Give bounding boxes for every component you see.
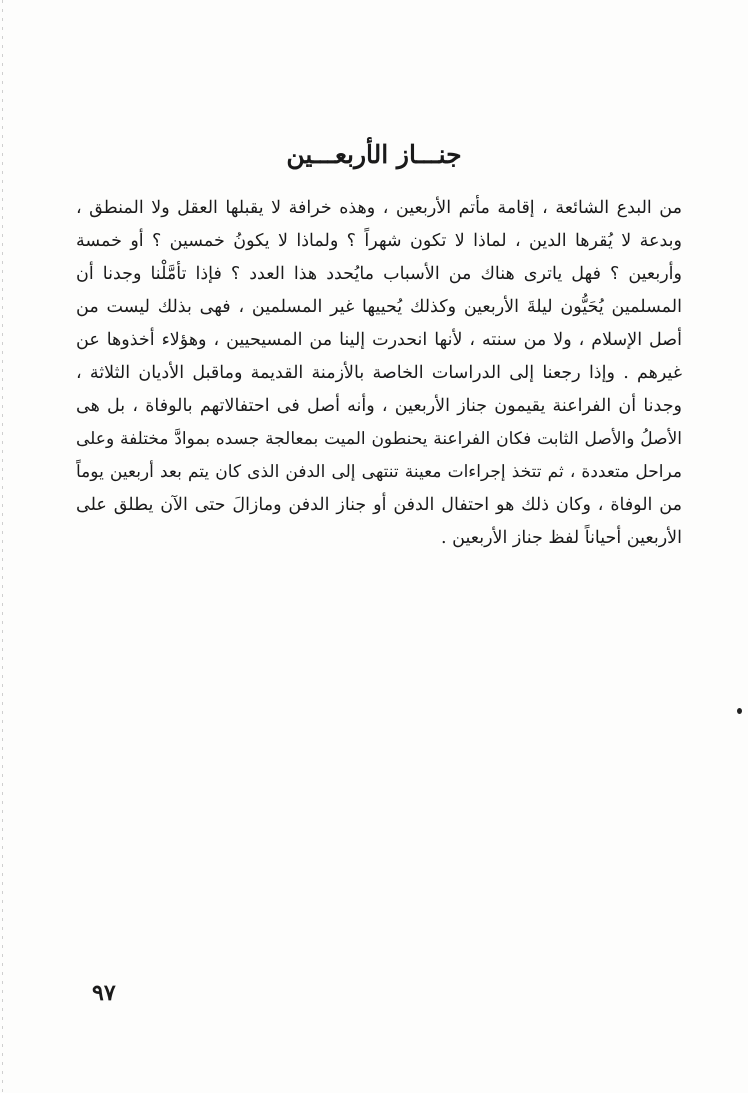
text-line-3: وأربعين ؟ فهل ياترى هناك من الأسباب مايُحدد هذا العدد ؟ فإذا تأمَّلْنا وجدنا أن (76, 264, 682, 284)
text-line-1: من البدع الشائعة ، إقامة مأتم الأربعين ، وهذه خرافة لا يقبلها العقل ولا المنطق ، (76, 198, 682, 218)
scan-speck (737, 708, 742, 714)
chapter-title: جنـــاز الأربعـــين (286, 140, 462, 169)
text-line-5: أصل الإسلام ، ولا من سنته ، لأنها انحدرت إلينا من المسيحيين ، وهؤلاء أخذوها عن (76, 330, 682, 350)
text-line-10: من الوفاة ، وكان ذلك هو احتفال الدفن أو جناز الدفن ومازالَ حتى الآن يطلق على (76, 495, 682, 515)
text-line-8: الأصلُ والأصل الثابت فكان الفراعنة يحنطون الميت بمعالجة جسده بموادَّ مختلفة وعلى (76, 429, 682, 449)
text-line-11: الأربعين أحياناً لفظ جناز الأربعين . (441, 528, 682, 548)
text-line-2: وبدعة لا يُقرها الدين ، لماذا لا تكون شهراً ؟ ولماذا لا يكونُ خمسين ؟ أو خمسة (76, 231, 682, 251)
text-line-4: المسلمين يُحَيُّون ليلةَ الأربعين وكذلك يُحييها غير المسلمين ، فهى بذلك ليست من (76, 297, 682, 317)
page-number: ٩٧ (92, 980, 116, 1006)
text-line-9: مراحل متعددة ، ثم تتخذ إجراءات معينة تنتهى إلى الدفن الذى كان يتم بعد أربعين يوماً (76, 462, 682, 482)
text-line-7: وجدنا أن الفراعنة يقيمون جناز الأربعين ، وأنه أصل فى احتفالاتهم بالوفاة ، بل هى (76, 396, 682, 416)
body-paragraph (76, 192, 682, 555)
text-line-6: غيرهم . وإذا رجعنا إلى الدراسات الخاصة بالأزمنة القديمة وماقبل الأديان الثلاثة ، (76, 363, 682, 383)
